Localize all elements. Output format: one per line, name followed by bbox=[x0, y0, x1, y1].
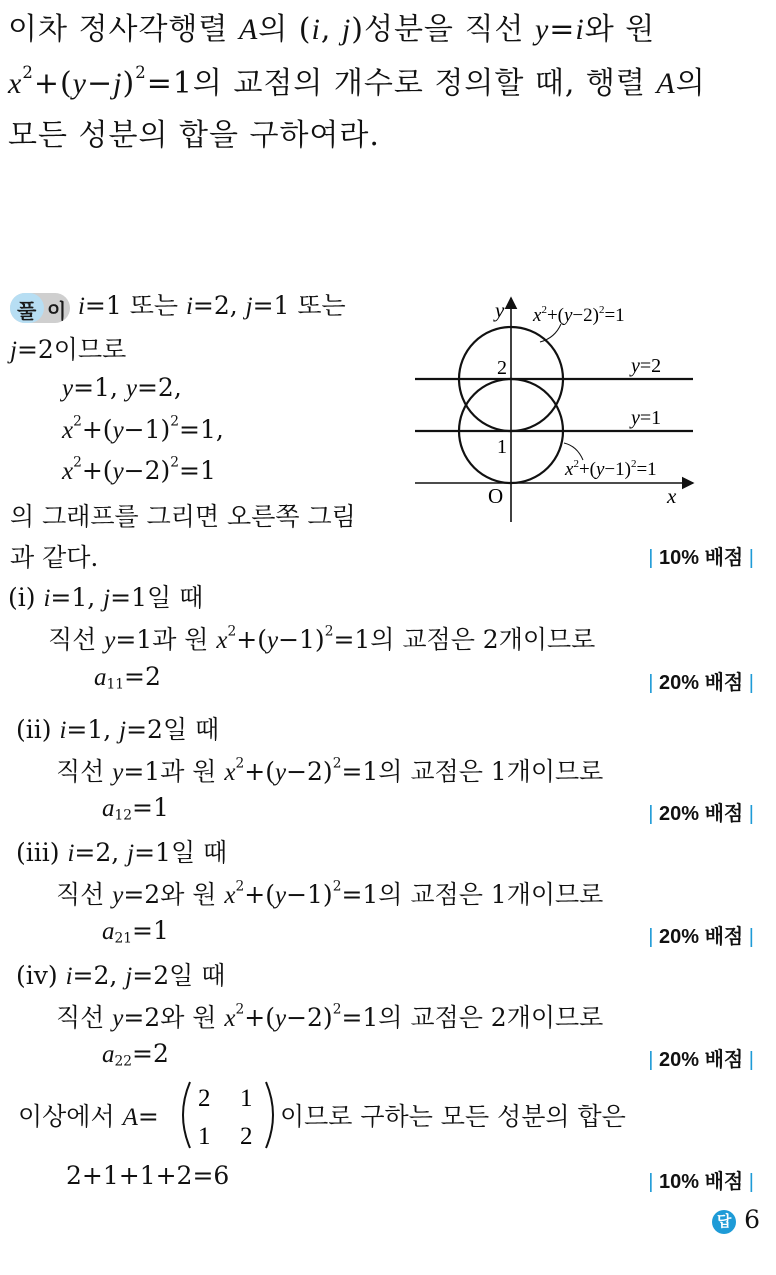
math-var: a bbox=[102, 918, 115, 945]
text: 직선 bbox=[56, 880, 113, 909]
badge-left: 풀 bbox=[17, 300, 37, 323]
text: ) bbox=[122, 66, 136, 101]
math-var: j bbox=[341, 13, 352, 46]
math-var: i bbox=[65, 963, 73, 990]
math-var: y bbox=[104, 627, 116, 654]
math-var: a bbox=[102, 1041, 115, 1068]
text: =2 bbox=[124, 662, 161, 691]
case-label: (iii) bbox=[16, 838, 60, 867]
score-badge: | 10% 배점 | bbox=[648, 1171, 754, 1193]
math-var: j bbox=[119, 717, 127, 744]
math-var: y bbox=[274, 882, 287, 909]
math-var: x bbox=[224, 882, 236, 909]
text: =1, bbox=[73, 373, 126, 402]
text: =1, bbox=[50, 583, 104, 612]
math-var: x bbox=[8, 67, 23, 100]
score-text: 20% 배점 bbox=[659, 803, 744, 825]
x-axis-label: x bbox=[667, 484, 677, 508]
text: =1의 교점은 2개이므로 bbox=[341, 1003, 604, 1032]
text: =1의 교점은 1개이므로 bbox=[341, 757, 604, 786]
text: =2, bbox=[74, 838, 128, 867]
equation-circle-1: $x^2+(y-1)^2=1$, bbox=[62, 413, 224, 444]
text: 직선 bbox=[56, 757, 113, 786]
text: −2) bbox=[286, 757, 333, 786]
case-3-result bbox=[102, 916, 169, 946]
math-var: j bbox=[10, 337, 17, 364]
score-badge: | 20% 배점 | bbox=[648, 672, 754, 694]
conclusion-prefix bbox=[18, 1097, 159, 1133]
text: 이차 정사각행렬 bbox=[8, 12, 239, 47]
answer-badge: 답 bbox=[712, 1210, 736, 1234]
matrix-right-paren bbox=[266, 1082, 273, 1148]
text: =2, bbox=[192, 291, 246, 320]
solution-badge bbox=[10, 293, 70, 323]
score-badge: | 20% 배점 | bbox=[648, 1049, 754, 1071]
text: =1 bbox=[132, 916, 169, 945]
text: = bbox=[137, 1102, 159, 1131]
math-var: A bbox=[656, 67, 676, 100]
text: +( bbox=[236, 625, 267, 654]
text: − bbox=[87, 66, 114, 101]
text: =2와 원 bbox=[123, 880, 225, 909]
answer bbox=[712, 1205, 760, 1234]
subscript: 12 bbox=[114, 807, 132, 824]
math-var: i bbox=[311, 13, 321, 46]
text: =1일 때 bbox=[110, 583, 204, 612]
math-var: i bbox=[185, 293, 193, 320]
math-var: y bbox=[112, 1005, 124, 1032]
math-var: x bbox=[62, 458, 74, 485]
text: =2일 때 bbox=[126, 715, 220, 744]
math-var: j bbox=[103, 585, 111, 612]
subscript: 11 bbox=[106, 676, 124, 693]
line-y1-label: y=1 bbox=[631, 407, 662, 429]
matrix-a12: 1 bbox=[240, 1085, 253, 1112]
math-var: A bbox=[122, 1104, 138, 1131]
case-label: (i) bbox=[8, 583, 36, 612]
text: =2, bbox=[136, 373, 182, 402]
sum-expression: 2+1+1+2=6 bbox=[66, 1161, 230, 1190]
case-3-condition bbox=[16, 833, 227, 869]
math-var: x bbox=[216, 627, 228, 654]
circle-lower-label: $x^2+(y-1)^2=1$ bbox=[565, 458, 657, 480]
math-var: a bbox=[94, 664, 107, 691]
subscript: 21 bbox=[114, 930, 132, 947]
matrix-a21: 1 bbox=[198, 1123, 211, 1150]
score-text: 10% 배점 bbox=[659, 547, 744, 569]
math-var: x bbox=[62, 417, 74, 444]
text: , bbox=[320, 12, 342, 47]
text: = bbox=[549, 12, 576, 47]
case-1-result bbox=[94, 662, 161, 692]
case-4-condition bbox=[16, 956, 225, 992]
text: 의 bbox=[675, 66, 706, 101]
math-var: j bbox=[125, 963, 133, 990]
line-y2-label: y=2 bbox=[631, 355, 662, 377]
text: 의 ( bbox=[258, 12, 312, 47]
tick-2-label: 2 bbox=[497, 357, 507, 379]
math-var: y bbox=[112, 458, 124, 485]
solution-intro-1 bbox=[10, 286, 346, 323]
text: =1 또는 bbox=[252, 291, 346, 320]
text: +( bbox=[244, 880, 275, 909]
text: +( bbox=[244, 757, 275, 786]
math-var: y bbox=[274, 759, 287, 786]
math-var: y bbox=[274, 1005, 287, 1032]
text: =1, bbox=[179, 415, 224, 444]
math-var: A bbox=[238, 13, 259, 46]
solution-intro-2 bbox=[10, 330, 126, 366]
matrix-left-paren bbox=[183, 1082, 190, 1148]
text: =1, bbox=[66, 715, 120, 744]
text: −2) bbox=[286, 1003, 333, 1032]
text: −1) bbox=[286, 880, 333, 909]
equation-lines bbox=[62, 373, 182, 403]
math-var: y bbox=[534, 13, 550, 46]
answer-value: 6 bbox=[744, 1205, 760, 1234]
text: +( bbox=[33, 66, 73, 101]
math-var: i bbox=[77, 293, 85, 320]
text: +( bbox=[244, 1003, 275, 1032]
text: =2, bbox=[72, 961, 126, 990]
math-var: x bbox=[224, 1005, 236, 1032]
equation-circle-2: $x^2+(y-2)^2=1$ bbox=[62, 454, 216, 485]
score-badge: | 10% 배점 | bbox=[648, 547, 754, 569]
description-line-1: 의 그래프를 그리면 오른쪽 그림 bbox=[10, 502, 356, 531]
text: +( bbox=[81, 456, 113, 485]
text: 와 원 bbox=[584, 12, 656, 47]
description-line-2: 과 같다. bbox=[10, 543, 99, 572]
origin-label: O bbox=[488, 484, 504, 508]
text: =2와 원 bbox=[123, 1003, 225, 1032]
text: 직선 bbox=[48, 625, 105, 654]
math-var: x bbox=[224, 759, 236, 786]
math-var: y bbox=[125, 375, 137, 402]
score-text: 10% 배점 bbox=[659, 1171, 744, 1193]
case-label: (iv) bbox=[16, 961, 58, 990]
math-var: y bbox=[112, 417, 124, 444]
score-text: 20% 배점 bbox=[659, 1049, 744, 1071]
text: =1의 교점은 2개이므로 bbox=[333, 625, 596, 654]
math-var: i bbox=[59, 717, 67, 744]
text: 이상에서 bbox=[18, 1102, 123, 1131]
math-var: a bbox=[102, 795, 115, 822]
text: −1) bbox=[278, 625, 325, 654]
case-label: (ii) bbox=[16, 715, 52, 744]
text: 직선 bbox=[56, 1003, 113, 1032]
y-axis-label: y bbox=[495, 298, 505, 322]
math-var: i bbox=[67, 840, 75, 867]
case-2-result bbox=[102, 793, 169, 823]
case-2-condition bbox=[16, 710, 219, 746]
text: =1 bbox=[132, 793, 169, 822]
text: −1) bbox=[123, 415, 171, 444]
math-var: y bbox=[112, 882, 124, 909]
score-text: 20% 배점 bbox=[659, 672, 744, 694]
subscript: 22 bbox=[114, 1053, 132, 1070]
score-badge: | 20% 배점 | bbox=[648, 803, 754, 825]
question-line-1 bbox=[8, 4, 655, 48]
text: =2 bbox=[132, 1039, 169, 1068]
case-1-statement: 직선 y=1과 원 $x^2+(y-1)^2=1$의 교점은 2개이므로 bbox=[48, 623, 596, 654]
math-var: y bbox=[112, 759, 124, 786]
math-var: j bbox=[245, 293, 253, 320]
case-4-statement: 직선 y=2와 원 $x^2+(y-2)^2=1$의 교점은 2개이므로 bbox=[56, 1001, 604, 1032]
text: =1 bbox=[179, 456, 216, 485]
text: =1과 원 bbox=[115, 625, 217, 654]
text: =2일 때 bbox=[132, 961, 226, 990]
text: +( bbox=[81, 415, 113, 444]
math-var: y bbox=[266, 627, 279, 654]
text: −2) bbox=[123, 456, 171, 485]
text: =1의 교점은 1개이므로 bbox=[341, 880, 604, 909]
score-text: 20% 배점 bbox=[659, 926, 744, 948]
text: =1 또는 bbox=[84, 291, 186, 320]
math-var: y bbox=[62, 375, 74, 402]
matrix-a22: 2 bbox=[240, 1123, 253, 1150]
graph-figure bbox=[405, 290, 765, 530]
question-line-3: 모든 성분의 합을 구하여라. bbox=[8, 118, 380, 153]
text: )성분을 직선 bbox=[351, 12, 535, 47]
case-1-condition bbox=[8, 578, 203, 614]
math-var: i bbox=[43, 585, 51, 612]
matrix-a11: 2 bbox=[198, 1085, 211, 1112]
case-4-result bbox=[102, 1039, 169, 1069]
case-3-statement: 직선 y=2와 원 $x^2+(y-1)^2=1$의 교점은 1개이므로 bbox=[56, 878, 604, 909]
conclusion-suffix: 이므로 구하는 모든 성분의 합은 bbox=[280, 1102, 626, 1131]
text: =2이므로 bbox=[16, 335, 127, 364]
math-var: j bbox=[127, 840, 135, 867]
text: =1과 원 bbox=[123, 757, 225, 786]
score-badge: | 20% 배점 | bbox=[648, 926, 754, 948]
matrix-A bbox=[178, 1078, 278, 1152]
math-var: i bbox=[575, 13, 585, 46]
text: =1의 교점의 개수로 정의할 때, 행렬 bbox=[146, 66, 657, 101]
question-line-2: $x^2+(y-j)^2=1$의 교점의 개수로 정의할 때, 행렬 A의 bbox=[8, 63, 706, 101]
circle-upper-label: $x^2+(y-2)^2=1$ bbox=[533, 304, 625, 326]
math-var: y bbox=[72, 67, 87, 100]
math-var: j bbox=[113, 67, 123, 100]
tick-1-label: 1 bbox=[497, 436, 507, 458]
badge-right: 이 bbox=[47, 300, 67, 323]
case-2-statement: 직선 y=1과 원 $x^2+(y-2)^2=1$의 교점은 1개이므로 bbox=[56, 755, 604, 786]
text: =1일 때 bbox=[134, 838, 228, 867]
